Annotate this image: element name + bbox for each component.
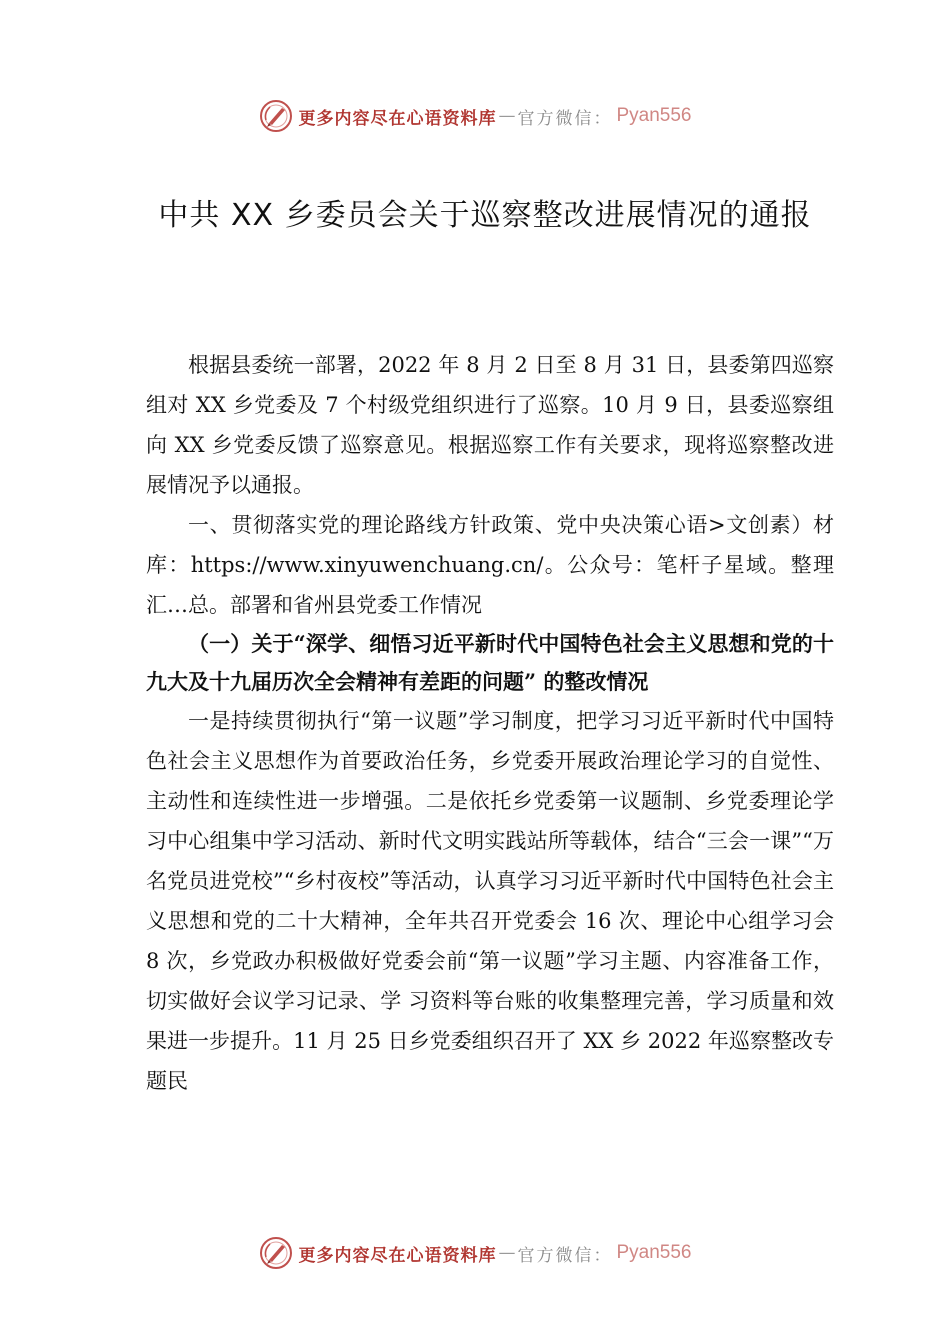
watermark-main-text: 更多内容尽在心语资料库: [298, 1245, 497, 1266]
watermark-wechat-id: Pyan556: [616, 105, 692, 126]
paragraph-intro: 根据县委统一部署，2022 年 8 月 2 日至 8 月 31 日，县委第四巡察组对 XX 乡党委及 7 个村级党组织进行了巡察。10 月 9 日，县委巡察组向 XX 乡党委反馈了巡察意见。根据巡察工作有关要求，现将巡察整改进展情况予以通报。: [146, 353, 834, 497]
watermark-main-text: 更多内容尽在心语资料库: [298, 108, 497, 129]
watermark-wechat-label: 官方微信：: [517, 108, 613, 129]
watermark-dash: —: [498, 1243, 516, 1263]
quill-pen-logo-icon: [258, 98, 294, 134]
watermark-wechat-id: Pyan556: [616, 1242, 692, 1263]
watermark-dash: —: [498, 106, 516, 126]
watermark-banner-top: [0, 96, 950, 136]
watermark-wechat-label: 官方微信：: [517, 1245, 613, 1266]
paragraph-rectification-details: 一是持续贯彻执行“第一议题”学习制度，把学习习近平新时代中国特色社会主义思想作为首要政治任务，乡党委开展政治理论学习的自觉性、主动性和连续性进一步增强。二是依托乡党委第一议题制、乡党委理论学习中心组集中学习活动、新时代文明实践站所等载体，结合“三会一课”“万名党员进党校”“乡村夜校”等活动，认真学习习近平新时代中国特色社会主义思想和党的二十大精神，全年共召开党委会 16 次、理论中心组学习会 8 次，乡党政办积极做好党委会前“第一议题”学习主题、内容准备工作，切实做好会议学习记录、学 习资料等台账的收集整理完善，学习质量和效果进一步提升。11 月 25 日乡党委组织召开了 XX 乡 2022 年巡察整改专题民: [146, 709, 834, 1093]
quill-pen-logo-icon: [258, 1235, 294, 1271]
watermark-banner-bottom: [0, 1233, 950, 1273]
document-body: [146, 345, 834, 1101]
paragraph-subsection-heading: （一）关于“深学、细悟习近平新时代中国特色社会主义思想和党的十九大及十九届历次全会精神有差距的问题” 的整改情况: [146, 631, 834, 694]
paragraph-section-heading: 一、贯彻落实党的理论路线方针政策、党中央决策心语>文创素）材库：https://www.xinyuwenchuang.cn/。公众号：笔杆子星域。整理汇…总。部署和省州县党委工作情况: [146, 513, 834, 617]
document-title: 中共 XX 乡委员会关于巡察整改进展情况的通报: [158, 198, 812, 233]
